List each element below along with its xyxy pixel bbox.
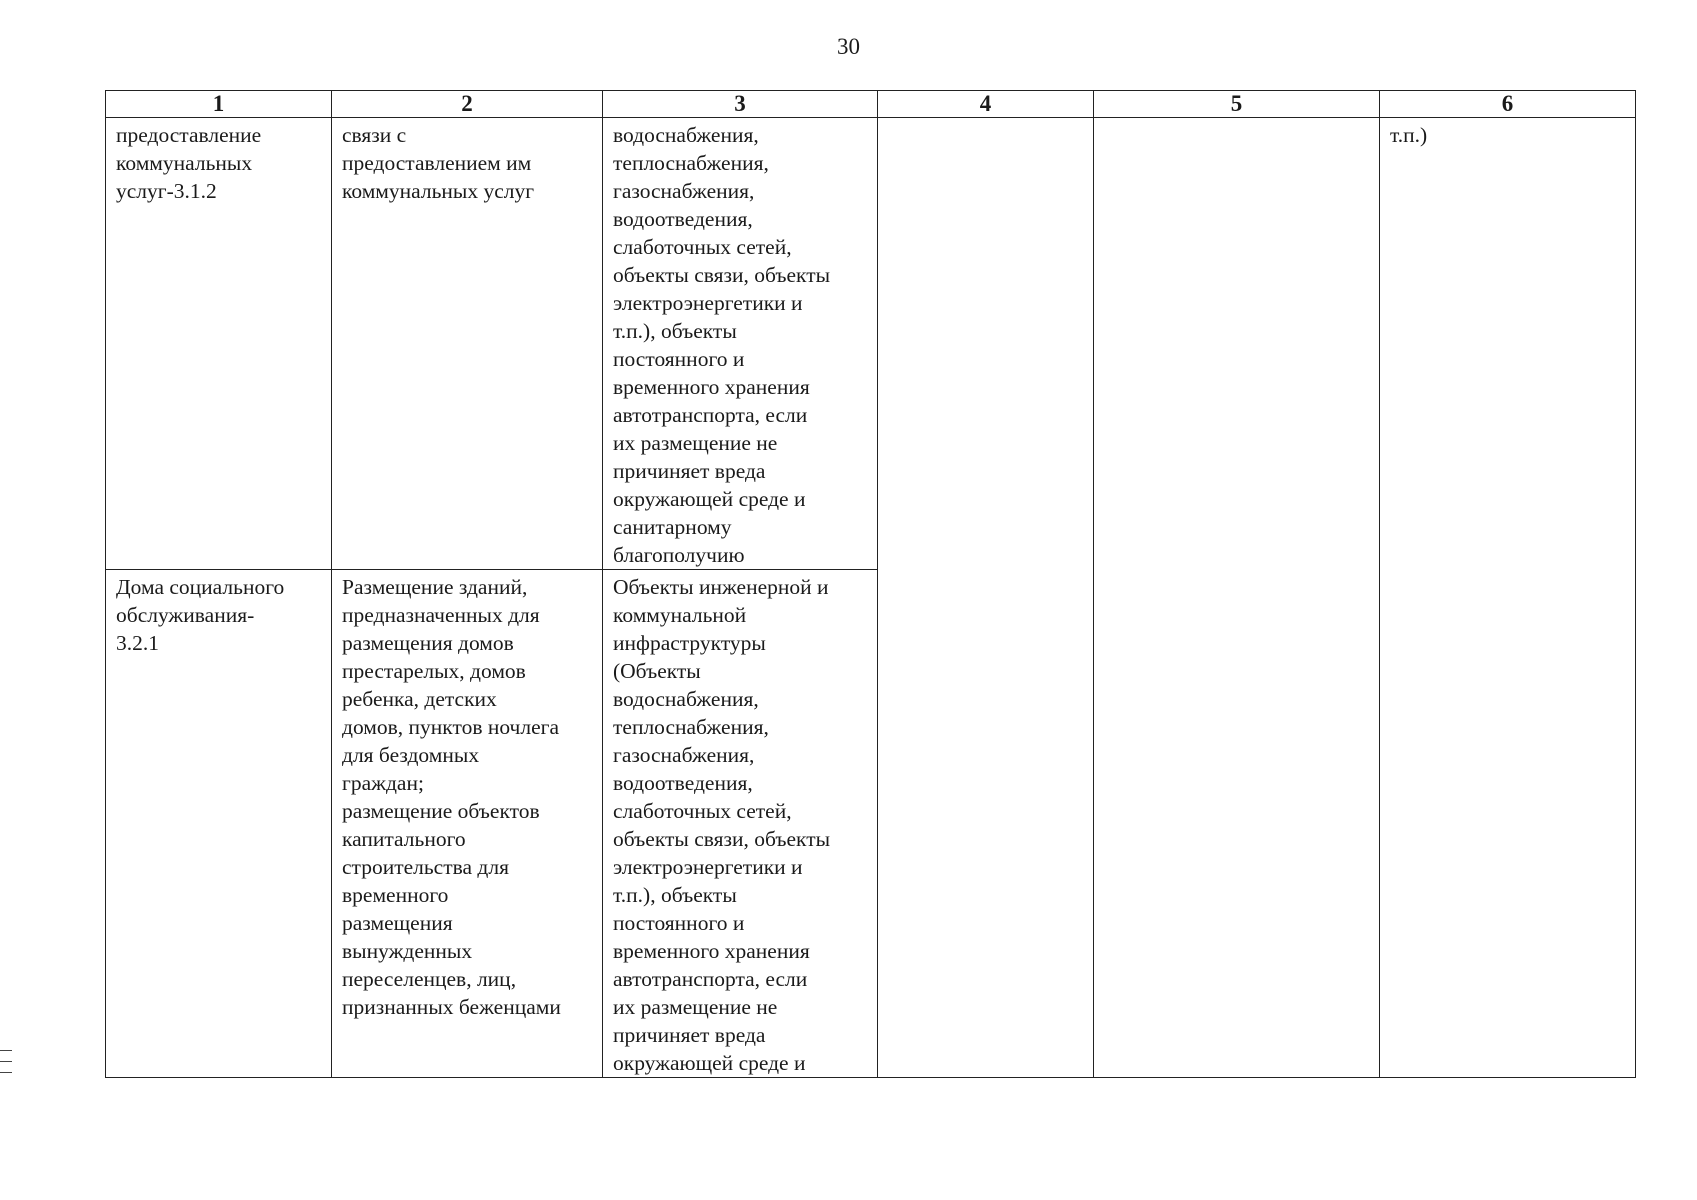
table-row [106,118,1636,570]
cell-use-description: связи с предоставлением им коммунальных услуг [332,118,603,570]
cell-auxiliary-uses: Объекты инженерной и коммунальной инфраструктуры (Объекты водоснабжения, теплоснабжения, газоснабжения, водоотведения, слаботочных сетей, объекты связи, объекты электроэнергетики и т.п.), объекты постоянного и временного хранения автотранспорта, если их размещение не причиняет вреда окружающей среде и [603,570,878,1078]
column-header-3: 3 [603,91,878,118]
cell-column-4 [878,118,1094,1078]
land-use-table [105,90,1636,1078]
cell-column-6: т.п.) [1380,118,1636,1078]
cell-auxiliary-uses: водоснабжения, теплоснабжения, газоснабжения, водоотведения, слаботочных сетей, объекты связи, объекты электроэнергетики и т.п.), объекты постоянного и временного хранения автотранспорта, если их размещение не причиняет вреда окружающей среде и санитарному благополучию [603,118,878,570]
page-number: 30 [837,34,860,59]
cell-use-name: предоставление коммунальных услуг-3.1.2 [106,118,332,570]
column-header-5: 5 [1094,91,1380,118]
margin-mark [0,1072,12,1073]
table-header-row [106,91,1636,118]
column-header-4: 4 [878,91,1094,118]
column-header-1: 1 [106,91,332,118]
margin-mark [0,1050,12,1051]
margin-scan-marks [0,1050,12,1083]
margin-mark [0,1061,12,1062]
cell-use-description: Размещение зданий, предназначенных для размещения домов престарелых, домов ребенка, детских домов, пунктов ночлега для бездомных граждан; размещение объектов капитального строительства для временного размещения вынужденных переселенцев, лиц, признанных беженцами [332,570,603,1078]
cell-use-name: Дома социального обслуживания- 3.2.1 [106,570,332,1078]
column-header-6: 6 [1380,91,1636,118]
cell-column-5 [1094,118,1380,1078]
column-header-2: 2 [332,91,603,118]
